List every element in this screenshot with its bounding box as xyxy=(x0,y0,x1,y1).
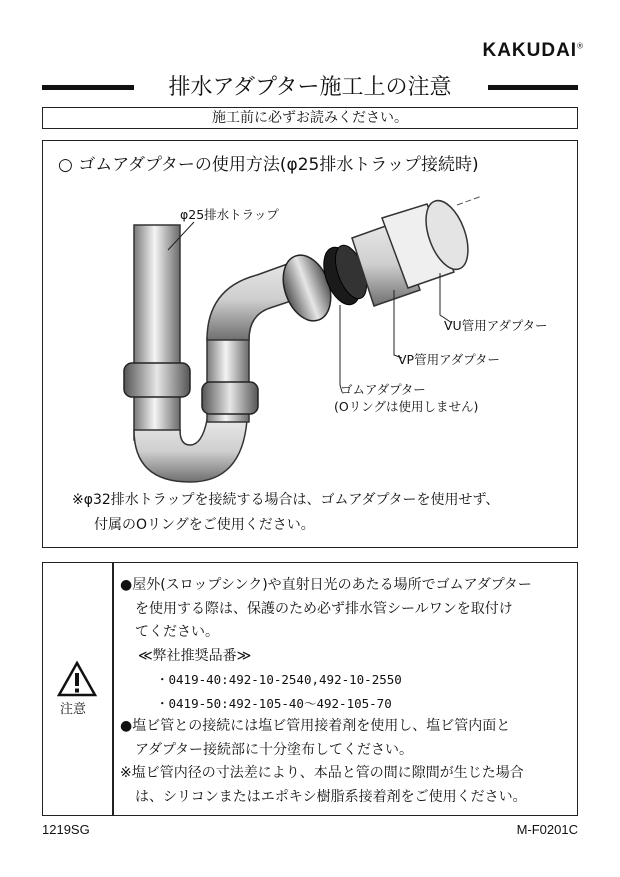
title-rule-right xyxy=(488,85,578,90)
phi32-note xyxy=(72,488,499,538)
label-rubber-note: (Oリングは使用しません) xyxy=(334,399,479,414)
caution-line: を使用する際は、保護のため必ず排水管シールワンを取付け xyxy=(135,600,513,617)
caution-line: は、シリコンまたはエポキシ樹脂系接着剤をご使用ください。 xyxy=(135,788,527,805)
brand-logo xyxy=(482,40,584,62)
rubber-leader xyxy=(340,305,342,392)
note-line-2: 付属のOリングをご使用ください。 xyxy=(94,517,315,533)
read-before-notice: 施工前に必ずお読みください。 xyxy=(42,107,578,129)
caution-line: ●塩ビ管との接続には塩ビ管用接着剤を使用し、塩ビ管内面と xyxy=(120,718,511,734)
recommended-parts-heading: ≪弊社推奨品番≫ xyxy=(138,647,252,664)
caution-line: ●屋外(スロップシンク)や直射日光のあたる場所でゴムアダプター xyxy=(120,577,532,593)
caution-line: アダプター接続部に十分塗布してください。 xyxy=(135,741,414,758)
part-number-line: ・0419-50:492-105-40〜492-105-70 xyxy=(156,695,392,711)
label-vp-adapter: VP管用アダプター xyxy=(398,352,500,367)
footer-code-right: M-F0201C xyxy=(516,822,578,837)
label-vu-adapter: VU管用アダプター xyxy=(444,318,548,333)
trap-nut-right xyxy=(202,382,258,414)
label-trap: φ25排水トラップ xyxy=(180,207,279,222)
warning-icon xyxy=(56,660,98,698)
caution-divider xyxy=(112,563,114,815)
vp-leader xyxy=(394,290,402,358)
vertical-pipe xyxy=(134,225,180,440)
caution-line: ※塩ビ管内径の寸法差により、本品と管の間に隙間が生じた場合 xyxy=(120,765,524,781)
title-rule-left xyxy=(42,85,134,90)
u-bend xyxy=(134,420,247,482)
footer-code-left: 1219SG xyxy=(42,822,90,837)
label-rubber-adapter: ゴムアダプター xyxy=(340,382,426,397)
caution-line: てください。 xyxy=(135,624,219,640)
caution-label: 注意 xyxy=(60,702,87,717)
caution-text xyxy=(120,574,570,809)
registered-mark: ® xyxy=(577,41,584,51)
section-heading: ○ ゴムアダプターの使用方法(φ25排水トラップ接続時) xyxy=(58,155,479,175)
brand-name: KAKUDAI xyxy=(482,40,578,61)
part-number-line: ・0419-40:492-10-2540,492-10-2550 xyxy=(156,672,402,687)
page-title: 排水アダプター施工上の注意 xyxy=(168,75,452,100)
trap-nut-left xyxy=(124,363,190,397)
center-line xyxy=(457,196,482,205)
note-line-1: ※φ32排水トラップを接続する場合は、ゴムアダプターを使用せず、 xyxy=(72,492,500,508)
trap-illustration xyxy=(42,180,578,490)
